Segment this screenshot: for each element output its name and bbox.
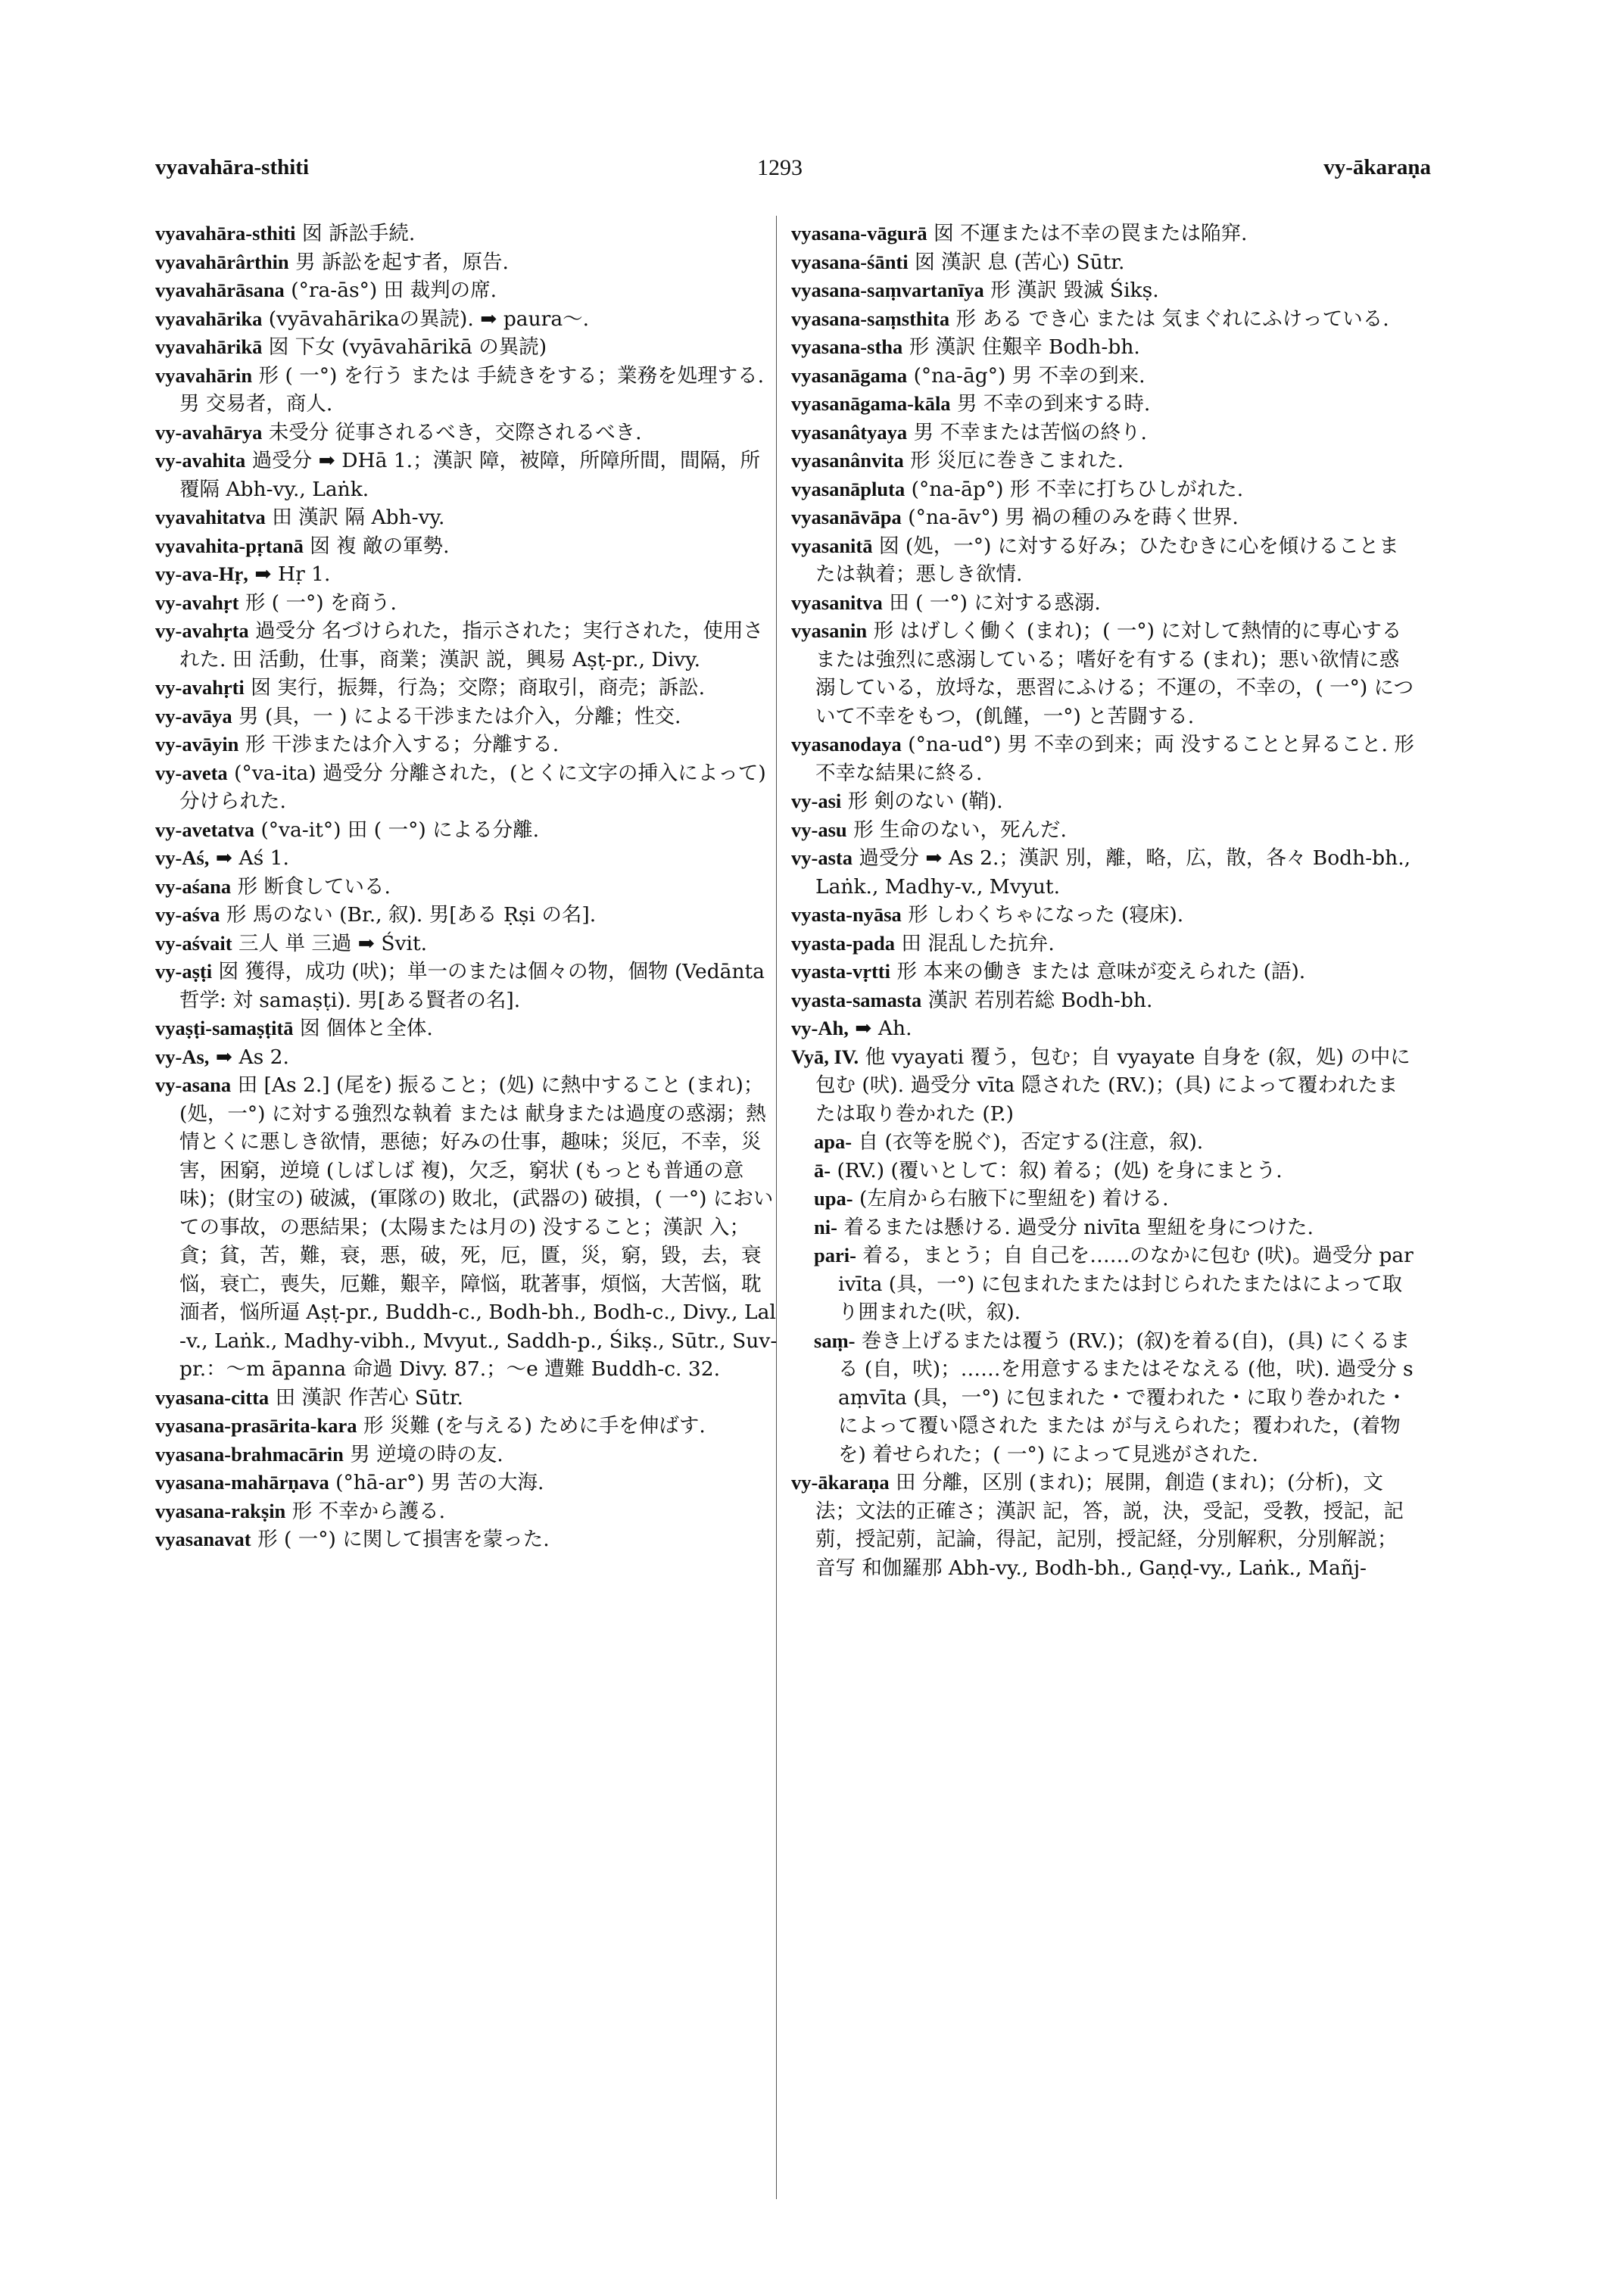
headword: vyavahāra-sthiti <box>155 222 296 245</box>
headword: pari- <box>814 1244 856 1266</box>
dictionary-entry <box>155 1441 780 1469</box>
headword: vyasana-brahmacārin <box>155 1442 344 1466</box>
headword: vyasta-samasta <box>791 988 922 1011</box>
definition: 着る，まとう；自 自己を……のなかに包む (吠)。過受分 parivīta (具，一°) に包まれたまたは封じられたまたはによって取り囲まれた(吠，叙). <box>838 1244 1414 1324</box>
definition: 囡 獲得，成功 (吠)；単一のまたは個々の物，個物 (Vedānta 哲学: 対 samaṣṭi). 男[ある賢者の名]. <box>179 960 765 1012</box>
dictionary-entry <box>155 1071 780 1384</box>
definition: 囡 個体と全体. <box>299 1017 433 1040</box>
dictionary-entry <box>791 787 1416 816</box>
definition: 田 [As 2.] (尾を) 振ること；(処) に熱中すること (まれ)；(処，一°) に対する強烈な執着 または 献身または過度の惑溺；熱情とくに悪しき欲情，悪徳；好みの仕事，趣味；災厄，不幸，災害，困窮，逆境 (しばしば 複)，欠乏，窮状 (もっとも普通の意味)；(財宝の) 破滅，(軍隊の) 敗北，(武器の) 破損，( 一°) においての事故，の悪結果；(太陽または月の) 没すること；漢訳 入；貪；貧，苦，難，衰，悪，破，死，厄，匱，災，窮，毀，去，衰悩，衰亡，喪失，厄難，艱辛，障悩，耽著事，煩悩，大苦悩，耽湎者，悩所逼 Aṣṭ-pr., Buddh-c., Bodh-bh., Bodh-c., Divy., Lal-v., Laṅk., Madhy-vibh., Mvyut., Saddh-p., Śikṣ., Sūtr., Suv-pr.：～m āpanna 命過 Divy. 87.；～e 遭難 Buddh-c. 32. <box>179 1073 778 1381</box>
headword: vyasana-saṃsthita <box>791 307 950 330</box>
definition: 漢訳 若別若総 Bodh-bh. <box>927 988 1153 1012</box>
headword: vyasanāgama-kāla <box>791 392 951 415</box>
definition: 形 生命のない，死んだ. <box>853 818 1067 842</box>
left-column <box>155 220 780 1554</box>
headword: vyasta-pada <box>791 931 895 955</box>
dictionary-entry <box>791 1014 1416 1043</box>
headword: vy-asta <box>791 846 853 869</box>
sub-entry <box>791 1157 1416 1185</box>
dictionary-entry <box>791 220 1416 248</box>
definition: 過受分 ➡ As 2.；漢訳 別，離，略，広，散，各々 Bodh-bh., Laṅk., Madhy-v., Mvyut. <box>815 846 1411 899</box>
definition: 未受分 従事されるべき，交際されるべき. <box>268 420 642 444</box>
headword: vy-avetatva <box>155 818 254 841</box>
dictionary-entry <box>155 901 780 930</box>
definition: (°na-āg°) 男 不幸の到来. <box>913 363 1146 388</box>
headword: vyasanitā <box>791 534 873 557</box>
dictionary-entry <box>155 1412 780 1441</box>
headword: saṃ- <box>814 1329 856 1352</box>
headword: vyavahārikā <box>155 335 263 358</box>
dictionary-entry <box>155 1497 780 1526</box>
headword: vyasana-rakṣin <box>155 1499 286 1522</box>
headword: vyasana-vāgurā <box>791 222 927 245</box>
dictionary-entry <box>155 362 780 419</box>
definition: (°na-āv°) 男 禍の種のみを蒔く世界. <box>908 506 1239 529</box>
definition: 形 災厄に巻きこまれた. <box>910 449 1124 472</box>
dictionary-entry <box>155 1043 780 1072</box>
definition: 過受分 名づけられた，指示された；実行された，使用された. 田 活動，仕事，商業；漢訳 説，興易 Aṣṭ-pr., Divy. <box>179 619 764 671</box>
dictionary-entry <box>155 930 780 958</box>
definition: 囡 下女 (vyāvahārikā の異読) <box>268 335 547 359</box>
right-column <box>791 220 1416 1582</box>
dictionary-entry <box>155 958 780 1014</box>
definition: 他 vyayati 覆う，包む；自 vyayate 自身を (叙，処) の中に包む (吠). 過受分 vīta 隠された (RV.)；(具) によって覆われたまたは取り巻かれた (P.) <box>815 1045 1410 1126</box>
dictionary-entry <box>155 1469 780 1497</box>
definition: 男 (具，一 ) による干渉または介入，分離；性交. <box>238 704 681 728</box>
headword: vy-aśvait <box>155 931 232 955</box>
definition: 形 断食している. <box>237 874 391 899</box>
sub-entry <box>791 1327 1416 1469</box>
dictionary-entry <box>155 589 780 618</box>
dictionary-entry <box>155 1525 780 1554</box>
headword: vyasanodaya <box>791 733 902 756</box>
headword: vyavahārāsana <box>155 279 285 301</box>
headword: ā- <box>814 1158 831 1182</box>
dictionary-entry <box>791 475 1416 504</box>
definition: 囡 不運または不幸の罠または陥穽. <box>934 222 1248 245</box>
definition: (左肩から右腋下に聖紐を) 着ける. <box>859 1187 1169 1210</box>
headword: vyasanavat <box>155 1528 251 1550</box>
dictionary-entry <box>791 305 1416 334</box>
headword: vy-avāya <box>155 704 232 727</box>
dictionary-entry <box>791 1043 1416 1129</box>
definition: 囡 訴訟手続. <box>301 222 416 245</box>
headword: apa- <box>814 1130 853 1153</box>
definition: 囡 (処，一°) に対する好み；ひたむきに心を傾けることまたは執着；悪しき欲情. <box>815 534 1399 586</box>
page-number: 1293 <box>757 155 803 180</box>
headword: upa- <box>814 1187 853 1210</box>
definition: 巻き上げるまたは覆う (RV.)；(叙)を着る(自)，(具) にくるまる (自，吠)；……を用意するまたはそなえる (他，吠). 過受分 saṃvīta (具，一°) に包まれた・で覆われた・に取り巻かれた・によって覆い隠された または が与えられた；覆われた，(着物を) 着せられた；( 一°) によって見逃がされた. <box>838 1329 1414 1466</box>
definition: 形 漢訳 毀滅 Śikṣ. <box>990 279 1159 302</box>
headword: vyasanāgama <box>791 363 908 387</box>
dictionary-entry <box>155 759 780 816</box>
headword: vy-asana <box>155 1073 232 1096</box>
definition: 形 ( 一°) を行う または 手続きをする；業務を処理する. 男 交易者，商人. <box>179 363 765 416</box>
headword: vyasanânvita <box>791 449 904 472</box>
definition: 囡 漢訳 息 (苦心) Sūtr. <box>915 250 1125 274</box>
definition: 田 混乱した抗弁. <box>901 931 1055 955</box>
dictionary-entry <box>791 986 1416 1015</box>
dictionary-entry <box>791 532 1416 589</box>
headword: vyasanāpluta <box>791 477 906 500</box>
definition: 自 (衣等を脱ぐ)，否定する(注意，叙). <box>858 1130 1204 1154</box>
definition: 過受分 ➡ DHā 1.；漢訳 障，被障，所障所間，間隔，所覆隔 Abh-vy., Laṅk. <box>179 449 761 501</box>
headword: vyavahitatva <box>155 506 266 528</box>
definition: (°va-ita) 過受分 分離された，(とくに文字の挿入によって)分けられた. <box>179 761 766 813</box>
dictionary-entry <box>791 816 1416 845</box>
definition: ➡ Aś 1. <box>215 846 289 870</box>
definition: 形 干渉または介入する；分離する. <box>245 733 560 756</box>
running-head-right: vy-ākaraṇa <box>1323 155 1431 179</box>
headword: vyasanitva <box>791 590 883 614</box>
headword: vyasta-nyāsa <box>791 903 902 926</box>
definition: (°na-ud°) 男 不幸の到来；両 没することと昇ること. 形 不幸な結果に終る. <box>815 733 1414 785</box>
headword: vyasana-prasārita-kara <box>155 1414 357 1437</box>
definition: 囡 実行，振舞，行為；交際；商取引，商売；訴訟. <box>251 676 706 699</box>
sub-entry <box>791 1128 1416 1157</box>
definition: 田 分離，区別 (まれ)；展開，創造 (まれ)；(分析)，文法；文法的正確さ；漢訳 記，答，説，決，受記，受教，授記，記莂，授記莂，記論，得記，記別，授記経，分別解釈，分別解説；音写 和伽羅那 Abh-vy., Bodh-bh., Gaṇḍ-vy., Laṅk., Mañj- <box>815 1471 1404 1580</box>
headword: vy-avahṛta <box>155 619 249 642</box>
headword: vyasana-citta <box>155 1385 270 1409</box>
headword: vy-As, <box>155 1045 210 1068</box>
headword: vy-aśana <box>155 874 232 898</box>
definition: 形 不幸から護る. <box>291 1499 446 1523</box>
definition: 田 漢訳 作苦心 Sūtr. <box>275 1385 463 1410</box>
definition: 形 剣のない (鞘). <box>847 790 1003 813</box>
dictionary-entry <box>791 958 1416 986</box>
headword: vy-avahita <box>155 449 246 472</box>
definition: ➡ Hṛ 1. <box>254 562 331 586</box>
dictionary-entry <box>155 248 780 277</box>
headword: vyasana-mahārṇava <box>155 1471 329 1494</box>
definition: (°ra-ās°) 田 裁判の席. <box>291 279 497 302</box>
definition: (RV.) (覆いとして：叙) 着る；(処) を身にまとう. <box>837 1158 1283 1182</box>
headword: vyasana-śānti <box>791 250 909 273</box>
headword: vy-aṣṭi <box>155 960 213 983</box>
headword: vy-asu <box>791 818 847 841</box>
definition: 男 不幸または苦悩の終り. <box>913 420 1147 444</box>
dictionary-entry <box>155 532 780 561</box>
definition: (°va-it°) 田 ( 一°) による分離. <box>260 818 540 842</box>
definition: (°na-āp°) 形 不幸に打ちひしがれた. <box>911 477 1244 501</box>
dictionary-entry <box>155 1014 780 1043</box>
definition: (°hā-ar°) 男 苦の大海. <box>335 1471 544 1494</box>
headword: vy-avahārya <box>155 420 263 444</box>
definition: 形 ある でき心 または 気まぐれにふけっている. <box>955 307 1389 331</box>
dictionary-entry <box>155 447 780 503</box>
dictionary-entry <box>155 305 780 334</box>
sub-entry <box>791 1213 1416 1242</box>
dictionary-entry <box>791 362 1416 391</box>
definition: 形 漢訳 住艱辛 Bodh-bh. <box>909 335 1140 359</box>
dictionary-entry <box>791 248 1416 277</box>
headword: vy-ava-Hṛ, <box>155 562 248 585</box>
dictionary-entry <box>791 617 1416 731</box>
dictionary-entry <box>155 844 780 873</box>
definition: 形 はげしく働く (まれ)；( 一°) に対して熱情的に専心するまたは強烈に惑溺している；嗜好を有する (まれ)；悪い欲情に惑溺している，放埒な，悪習にふける；不運の，不幸の，( 一°) について不幸をもつ，(飢饉，一°) と苦闘する. <box>815 619 1414 728</box>
headword: vyasana-saṃvartanīya <box>791 279 984 301</box>
definition: 男 不幸の到来する時. <box>957 392 1151 416</box>
dictionary-entry <box>791 447 1416 475</box>
headword: vy-avāyin <box>155 733 239 756</box>
definition: (vyāvahārikaの異読). ➡ paura～. <box>268 307 590 331</box>
definition: 田 漢訳 隔 Abh-vy. <box>272 506 445 529</box>
definition: 形 災難 (を与える) ために手を伸ばす. <box>363 1414 706 1438</box>
dictionary-entry <box>791 390 1416 419</box>
headword: vy-aveta <box>155 761 228 784</box>
dictionary-entry <box>791 1469 1416 1582</box>
headword: vyavahārika <box>155 307 263 330</box>
sub-entry <box>791 1242 1416 1327</box>
headword: vyavahārârthin <box>155 250 289 273</box>
headword: vyavahārin <box>155 363 253 387</box>
headword: vyavahita-pṛtanā <box>155 534 304 557</box>
headword: vy-aśva <box>155 903 220 926</box>
definition: 男 訴訟を起す者，原告. <box>295 250 509 274</box>
headword: vy-ākaraṇa <box>791 1471 890 1494</box>
dictionary-entry <box>155 560 780 589</box>
dictionary-entry <box>155 333 780 362</box>
definition: 形 馬のない (Br., 叙). 男[ある Ṛṣi の名]. <box>226 903 597 927</box>
dictionary-entry <box>155 731 780 759</box>
definition: ➡ Ah. <box>855 1017 912 1040</box>
dictionary-entry <box>155 419 780 447</box>
sub-entry <box>791 1185 1416 1213</box>
definition: 着るまたは懸ける. 過受分 nivīta 聖紐を身につけた. <box>843 1215 1314 1239</box>
dictionary-entry <box>155 674 780 703</box>
definition: ➡ As 2. <box>215 1045 289 1069</box>
definition: 男 逆境の時の友. <box>350 1442 503 1466</box>
definition: 囡 複 敵の軍勢. <box>310 534 450 558</box>
headword: vyasanâtyaya <box>791 420 908 444</box>
headword: vy-avahṛti <box>155 676 245 699</box>
dictionary-entry <box>791 844 1416 901</box>
dictionary-entry <box>155 816 780 845</box>
definition: 田 ( 一°) に対する惑溺. <box>889 590 1101 615</box>
dictionary-entry <box>155 873 780 902</box>
definition: 形 ( 一°) を商う. <box>245 590 397 615</box>
dictionary-entry <box>791 589 1416 618</box>
dictionary-entry <box>155 276 780 305</box>
dictionary-entry <box>155 1384 780 1413</box>
dictionary-entry <box>791 276 1416 305</box>
dictionary-entry <box>791 503 1416 532</box>
dictionary-entry <box>155 703 780 731</box>
headword: vyasanin <box>791 619 868 642</box>
dictionary-entry <box>155 617 780 674</box>
headword: Vyā, IV. <box>791 1045 859 1068</box>
headword: ni- <box>814 1215 837 1238</box>
definition: 形 ( 一°) に関して損害を蒙った. <box>257 1528 550 1551</box>
headword: vyasanāvāpa <box>791 506 902 528</box>
dictionary-entry <box>791 333 1416 362</box>
definition: 三人 単 三過 ➡ Śvit. <box>238 931 428 955</box>
headword: vyaṣṭi-samaṣṭitā <box>155 1017 294 1039</box>
dictionary-entry <box>791 930 1416 958</box>
dictionary-entry <box>791 419 1416 447</box>
dictionary-entry <box>791 731 1416 787</box>
headword: vy-Aś, <box>155 846 210 869</box>
dictionary-entry <box>791 901 1416 930</box>
headword: vy-avahṛt <box>155 590 239 614</box>
dictionary-entry <box>155 220 780 248</box>
definition: 形 本来の働き または 意味が変えられた (語). <box>896 960 1306 983</box>
headword: vy-asi <box>791 790 842 812</box>
definition: 形 しわくちゃになった (寝床). <box>908 903 1184 927</box>
dictionary-entry <box>155 503 780 532</box>
headword: vy-Ah, <box>791 1017 849 1039</box>
headword: vyasana-stha <box>791 335 903 358</box>
headword: vyasta-vṛtti <box>791 960 890 983</box>
running-head-left: vyavahāra-sthiti <box>155 155 309 179</box>
